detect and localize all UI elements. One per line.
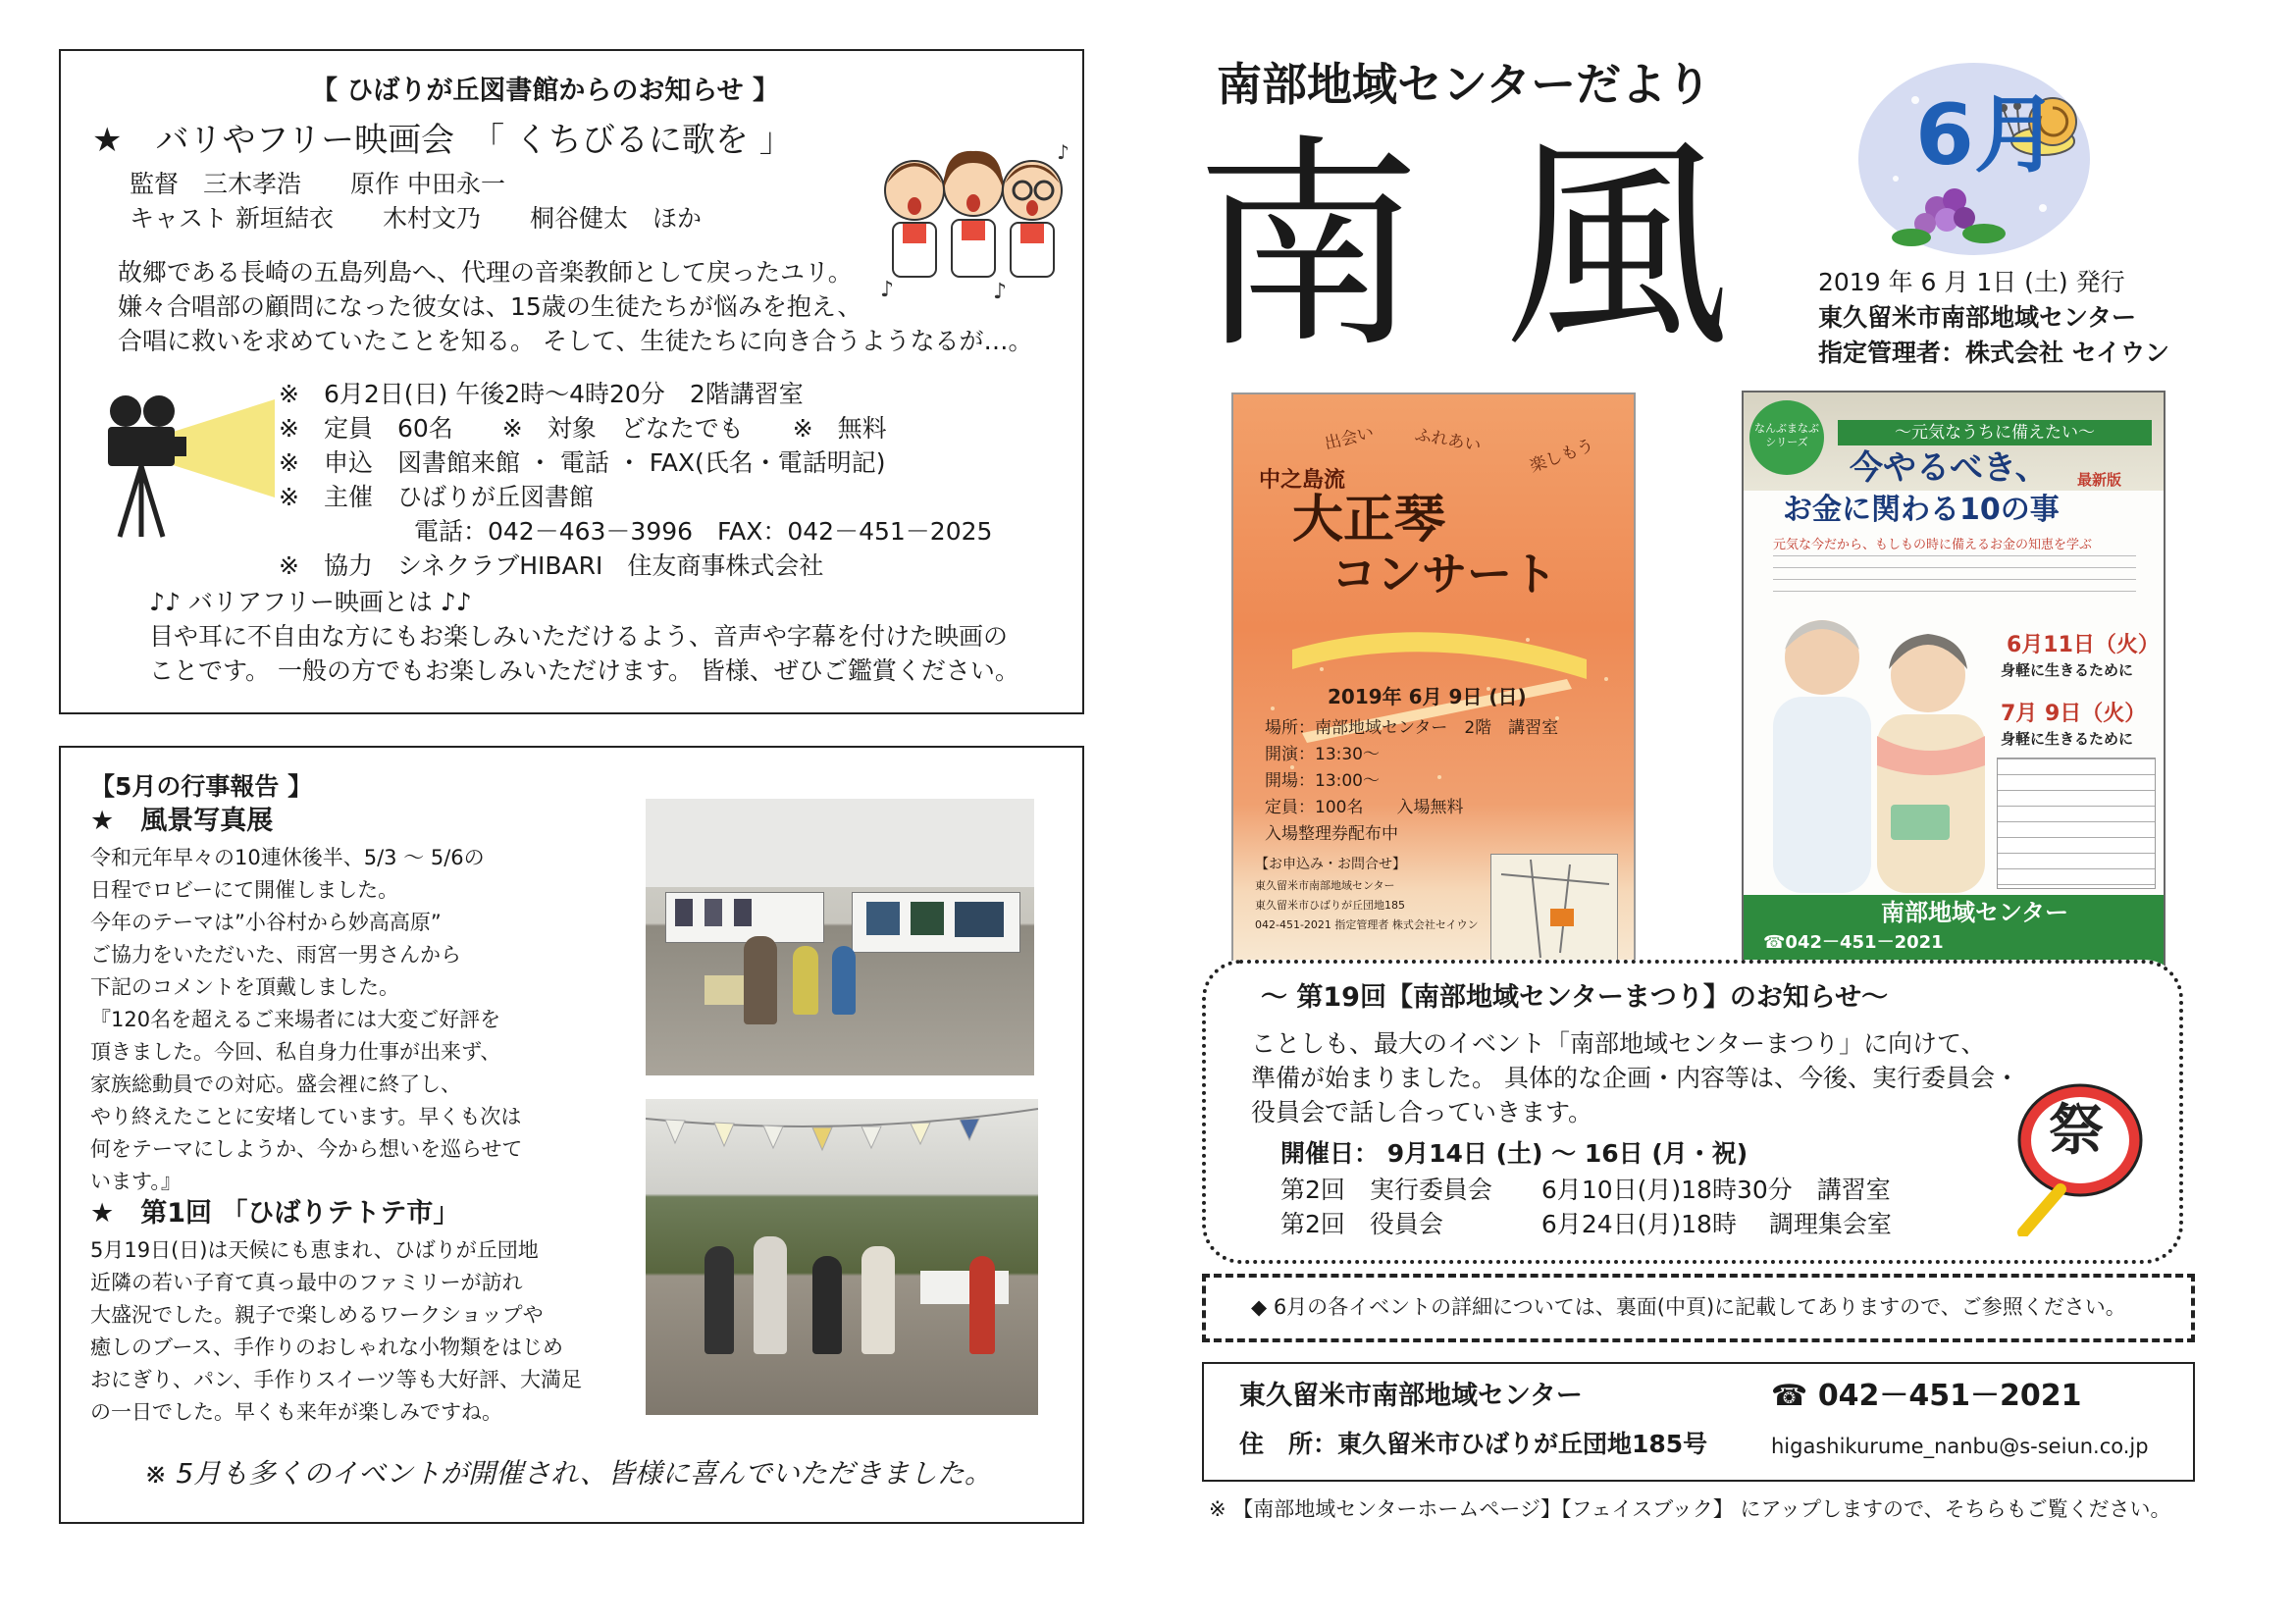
photo-market (646, 1099, 1038, 1415)
seminar-info-table (1997, 758, 2156, 889)
couple-photo (1753, 599, 2018, 893)
concert-title-1: 大正琴 (1292, 490, 1446, 550)
concert-info-line: 場所：南部地域センター 2階 講習室 (1265, 718, 1559, 738)
money-intro-text (1773, 555, 2136, 601)
movie-director: 監督 三木孝浩 原作 中田永一 (130, 170, 505, 198)
photo-text-line: 『120名を超えるご来場者には大変ご好評を (90, 1008, 501, 1031)
concert-tagline-3: 楽しもう (1527, 435, 1597, 477)
money-footer (1744, 895, 2166, 966)
money-badge: 最新版 (2077, 471, 2122, 489)
report-closing: ※ 5月も多くのイベントが開催され、皆様に喜んでいただきました。 (144, 1457, 992, 1490)
contact-name: 東久留米市南部地域センター (1239, 1381, 1583, 1411)
contact-box (1202, 1362, 2195, 1482)
footer-note: ※ 【南部地域センターホームページ】【フェイスブック】 にアップしますので、そちらもご覧ください。 (1209, 1497, 2171, 1521)
detail-cooperation: ※ 協力 シネクラブHIBARI 住友商事株式会社 (279, 551, 824, 580)
masthead-subtitle: 南部地域センターだより (1217, 58, 1712, 111)
concert-info-line: 開場：13:00～ (1265, 771, 1380, 791)
photo-text-line: やり終えたことに安堵しています。早くも次は (90, 1105, 522, 1128)
money-title-1: 今やるべき、 (1850, 448, 2049, 488)
festival-title: ～ 第19回【南部地域センターまつり】のお知らせ～ (1261, 982, 1889, 1013)
concert-title-2: コンサート (1331, 548, 1557, 601)
issue-date: 2019 年 6 月 1日 (土) 発行 (1818, 268, 2125, 296)
seminar-date-1-sub: 身軽に生きるために (2001, 661, 2134, 679)
photo-text-line: 下記のコメントを頂戴しました。 (90, 975, 399, 999)
series-label: なんぶまなぶシリーズ (1754, 422, 1819, 448)
market-text-line: 大盛況でした。親子で楽しめるワークショップや (90, 1303, 544, 1327)
movie-title: ★ バリやフリー映画会 「 くちびるに歌を 」 (92, 121, 793, 160)
photo-text-line: 日程でロビーにて開催しました。 (90, 878, 399, 902)
money-catch: 元気な今だから、もしもの時に備えるお金の知恵を学ぶ (1773, 538, 2093, 552)
film-projector-icon (98, 390, 275, 542)
money-seminar-poster (1742, 391, 2166, 979)
concert-contact-line: 042-451-2021 指定管理者 株式会社セイウン (1255, 918, 1479, 931)
market-text-line: おにぎり、パン、手作りスイーツ等も大好評、大満足 (90, 1368, 583, 1391)
money-title-2: お金に関わる10の事 (1783, 493, 2060, 527)
library-title: 【 ひばりが丘図書館からのお知らせ 】 (311, 76, 779, 106)
movie-cast: キャスト 新垣結衣 木村文乃 桐谷健太 ほか (130, 204, 702, 233)
singing-children-illustration (875, 130, 1071, 306)
concert-poster (1231, 393, 1636, 981)
festival-text-line: 準備が始まりました。 具体的な企画・内容等は、今後、実行委員会・ (1251, 1064, 2019, 1092)
concert-date: 2019年 6月 9日 (日) (1328, 685, 1527, 708)
concert-contact-line: 東久留米市ひばりが丘団地185 (1255, 899, 1405, 912)
detail-time: ※ 6月2日(日) 午後2時～4時20分 2階講習室 (279, 380, 804, 408)
money-banner (1838, 420, 2152, 445)
photo-text-line: 令和元年早々の10連休後半、5/3 ～ 5/6の (90, 846, 485, 869)
barrier-free-heading: ♪♪ バリアフリー映画とは ♪♪ (149, 588, 472, 616)
photo-text-line: 頂きました。今回、私自身力仕事が出来ず、 (90, 1040, 501, 1064)
photo-text-line: います。』 (90, 1170, 182, 1193)
photo-text-line: 家族総動員での対応。盛会裡に終了し、 (90, 1073, 461, 1096)
series-circle (1749, 400, 1824, 475)
seminar-date-2-sub: 身軽に生きるために (2001, 730, 2134, 748)
publisher: 東久留米市南部地域センター (1818, 303, 2137, 332)
synopsis-line-2: 嫌々合唱部の顧問になった彼女は、15歳の生徒たちが悩みを抱え、 (118, 292, 862, 321)
seminar-date-1: 6月11日（火） (2007, 633, 2160, 657)
svg-text:♪: ♪ (1057, 140, 1070, 164)
concert-tagline-1: 出会い (1322, 423, 1377, 454)
detail-organizer: ※ 主催 ひばりが丘図書館 (279, 483, 594, 511)
festival-dates: 開催日： 9月14日 (土) ～ 16日 (月・祝) (1280, 1139, 1748, 1168)
money-footer-tel: ☎042－451－2021 (1763, 932, 1944, 953)
detail-capacity: ※ 定員 60名 ※ 対象 どなたでも ※ 無料 (279, 414, 887, 443)
contact-email[interactable]: higashikurume_nanbu@s-seiun.co.jp (1771, 1435, 2149, 1458)
barrier-free-line-2: ことです。 一般の方でもお楽しみいただけます。 皆様、ぜひご鑑賞ください。 (149, 656, 1019, 685)
synopsis-line-1: 故郷である長崎の五島列島へ、代理の音楽教師として戻ったユリ。 (118, 258, 853, 287)
photo-text-line: 何をテーマにしようか、今から想いを巡らせて (90, 1137, 523, 1161)
photo-text-line: ご協力をいただいた、雨宮一男さんから (90, 943, 461, 967)
svg-text:♪: ♪ (880, 278, 895, 302)
detail-application: ※ 申込 図書館来館 ・ 電話 ・ FAX(氏名・電話明記) (279, 448, 886, 477)
concert-contact-line: 東久留米市南部地域センター (1255, 879, 1395, 892)
festival-text-line: 役員会で話し合っていきます。 (1251, 1098, 1593, 1126)
detail-phone-fax: 電話：042－463－3996 FAX：042－451－2025 (414, 517, 993, 546)
market-text-line: 5月19日(日)は天候にも恵まれ、ひばりが丘団地 (90, 1238, 539, 1262)
report-title: 【5月の行事報告 】 (90, 772, 313, 801)
concert-map (1490, 854, 1618, 966)
month-badge (1856, 61, 2092, 257)
money-banner-text: ～元気なうちに備えたい～ (1895, 423, 2095, 443)
notice-text: ◆ 6月の各イベントの詳細については、裏面(中頁)に記載してありますので、ご参照ください。 (1251, 1295, 2126, 1319)
library-notice-box (59, 49, 1084, 714)
festival-fan-label: 祭 (2049, 1098, 2104, 1163)
photo-exhibit-heading: ★ 風景写真展 (90, 806, 274, 836)
concert-tagline-2: ふれあい (1413, 425, 1483, 456)
designated-manager: 指定管理者：株式会社 セイウン (1818, 339, 2169, 367)
contact-phone: ☎ 042－451－2021 (1771, 1379, 2082, 1413)
contact-address: 住 所：東久留米市ひばりが丘団地185号 (1239, 1430, 1708, 1458)
concert-contact-label: 【お申込み・お問合せ】 (1255, 857, 1406, 872)
svg-text:♪: ♪ (993, 280, 1008, 304)
market-heading: ★ 第1回 「ひばりテトテ市」 (90, 1198, 460, 1229)
seminar-date-2: 7月 9日（火） (2001, 702, 2147, 726)
concert-info-line: 入場整理券配布中 (1265, 824, 1398, 844)
barrier-free-line-1: 目や耳に不自由な方にもお楽しみいただけるよう、音声や字幕を付けた映画の (149, 622, 1009, 651)
festival-text-line: ことしも、最大のイベント「南部地域センターまつり」に向けて、 (1251, 1029, 1986, 1058)
event-report-box (59, 746, 1084, 1524)
meeting-2: 第2回 役員会 6月24日(月)18時 調理集会室 (1280, 1210, 1892, 1238)
concert-info-line: 開演：13:30～ (1265, 745, 1380, 764)
market-text-line: 癒しのブース、手作りのおしゃれな小物類をはじめ (90, 1335, 563, 1359)
money-footer-name: 南部地域センター (1881, 899, 2069, 926)
masthead-title: 南 風 (1195, 117, 1737, 379)
meeting-1: 第2回 実行委員会 6月10日(月)18時30分 講習室 (1280, 1176, 1891, 1204)
concert-school: 中之島流 (1259, 468, 1346, 493)
market-text-line: 近隣の若い子育て真っ最中のファミリーが訪れ (90, 1271, 523, 1294)
photo-text-line: 今年のテーマは”小谷村から妙高高原” (90, 911, 442, 934)
photo-exhibition (646, 799, 1034, 1075)
concert-info-line: 定員：100名 入場無料 (1265, 798, 1464, 817)
month-badge-label: 6月 (1915, 86, 2059, 184)
market-text-line: の一日でした。早くも来年が楽しみですね。 (90, 1400, 502, 1424)
synopsis-line-3: 合唱に救いを求めていたことを知る。 そして、生徒たちに向き合うようなるが…。 (118, 327, 1033, 355)
